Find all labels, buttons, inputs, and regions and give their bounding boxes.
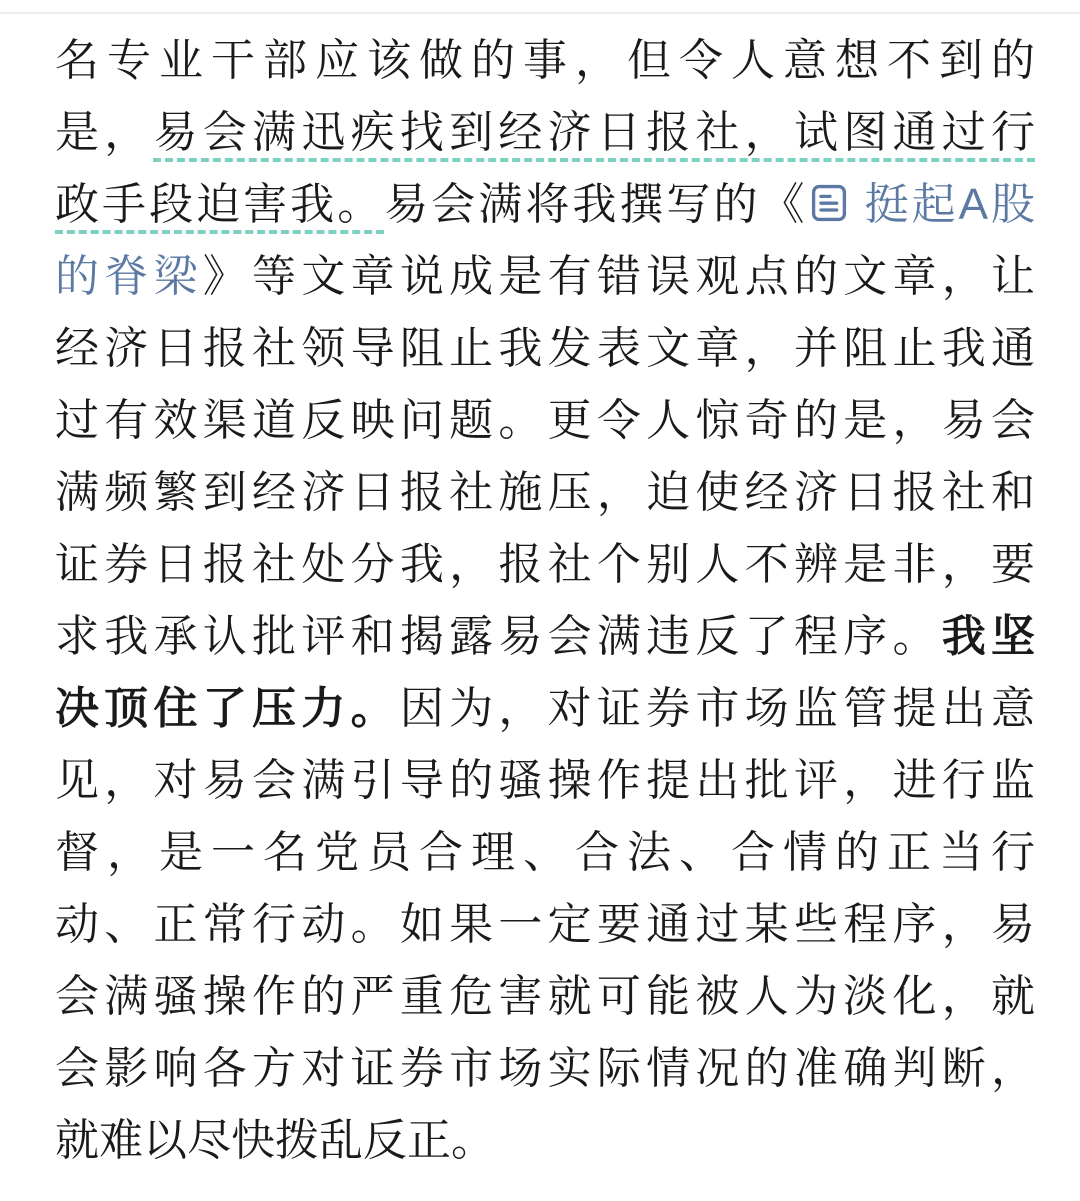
body-text: 》等文章说成是有错误观点的文章，让	[202, 252, 1036, 301]
body-text: 满频繁到经济日报社施压，迫使经济日报社和	[55, 468, 1035, 517]
text-line	[55, 1105, 1035, 1177]
text-line	[55, 961, 1035, 1033]
text-line	[55, 385, 1035, 457]
text-line	[55, 673, 1035, 745]
body-text: 求我承认批评和揭露易会满违反了程序。	[55, 612, 942, 661]
body-text: 会满骚操作的严重危害就可能被人为淡化，就	[55, 972, 1035, 1021]
article-link[interactable]: 的脊梁	[55, 252, 203, 301]
underlined-text: 易会满迅疾找到经济日报社，试图通过行	[153, 108, 1036, 157]
paragraph	[55, 25, 1035, 1177]
text-line	[55, 1033, 1035, 1105]
body-text: 动、正常行动。如果一定要通过某些程序，易	[55, 900, 1035, 949]
bold-text: 我坚	[941, 612, 1036, 661]
body-text: 易会满将我撰写的《	[384, 180, 808, 229]
body-text: 名专业干部应该做的事，但令人意想不到的	[55, 36, 1035, 85]
text-line	[55, 97, 1035, 169]
body-text: 是，	[55, 108, 154, 157]
body-text: 见，对易会满引导的骚操作提出批评，进行监	[55, 756, 1035, 805]
body-text: 因为，对证券市场监管提出意	[399, 684, 1036, 733]
body-text: 证券日报社处分我，报社个别人不辨是非，要	[55, 540, 1035, 589]
body-text: 会影响各方对证券市场实际情况的准确判断，	[55, 1044, 1035, 1093]
underlined-text: 政手段迫害我。	[55, 180, 385, 229]
body-text: 过有效渠道反映问题。更令人惊奇的是，易会	[55, 396, 1035, 445]
article-body	[55, 25, 1035, 1177]
text-line	[55, 25, 1035, 97]
text-line	[55, 745, 1035, 817]
text-line	[55, 529, 1035, 601]
text-line	[55, 241, 1035, 313]
text-line	[55, 817, 1035, 889]
article-link[interactable]: 挺起A股	[861, 180, 1036, 229]
body-text: 就难以尽快拨乱反正。	[55, 1116, 495, 1165]
body-text: 经济日报社领导阻止我发表文章，并阻止我通	[55, 324, 1035, 373]
text-line	[55, 457, 1035, 529]
text-line	[55, 601, 1035, 673]
text-line	[55, 169, 1035, 241]
bold-text: 决顶住了压力。	[55, 684, 400, 733]
top-divider	[0, 12, 1080, 14]
text-line	[55, 889, 1035, 961]
text-line	[55, 313, 1035, 385]
document-icon[interactable]	[808, 169, 862, 241]
body-text: 督，是一名党员合理、合法、合情的正当行	[55, 828, 1035, 877]
